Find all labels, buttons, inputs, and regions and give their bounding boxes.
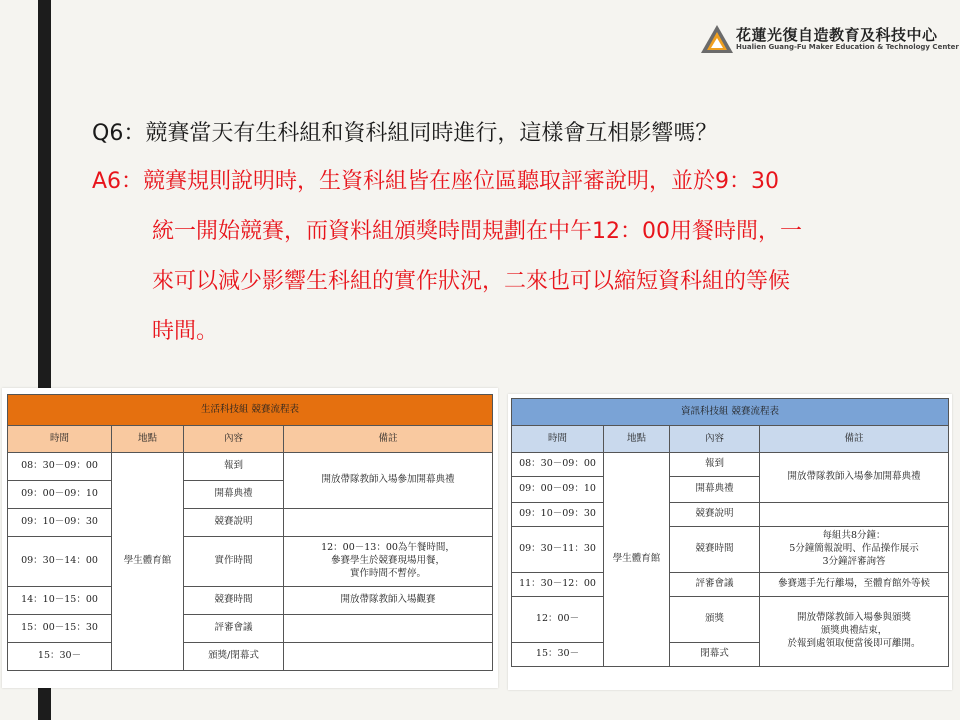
question-text: Q6：競賽當天有生科組和資科組同時進行，這樣會互相影響嗎？ [92, 121, 718, 146]
life-tech-schedule-image [2, 388, 498, 688]
note-line: 每組共8分鐘： [822, 530, 886, 542]
cell-time: 09：10－09：30 [8, 509, 112, 537]
col-header-location: 地點 [604, 426, 670, 453]
cell-time: 15：00－15：30 [8, 615, 112, 643]
cell-content: 評審會議 [184, 615, 284, 643]
note-line: 實作時間不暫停。 [349, 567, 426, 579]
cell-note: 開放帶隊教師入場參加開幕典禮 [760, 453, 949, 503]
cell-time: 14：10－15：00 [8, 587, 112, 615]
info-tech-schedule-table [511, 398, 949, 667]
cell-content: 閉幕式 [670, 643, 760, 667]
note-line: 頒獎典禮結束， [820, 625, 888, 637]
cell-content: 頒獎/閉幕式 [184, 643, 284, 671]
table-title: 資訊科技組 競賽流程表 [512, 399, 949, 426]
cell-content: 競賽說明 [670, 503, 760, 527]
cell-note [284, 537, 493, 587]
cell-time: 15：30－ [8, 643, 112, 671]
answer-line-3: 來可以減少影響生科組的實作狀況，二來也可以縮短資科組的等候 [152, 269, 791, 294]
note-line: 5分鐘簡報說明、作品操作展示 [789, 543, 919, 555]
cell-time: 09：30－14：00 [8, 537, 112, 587]
cell-time: 12：00－ [512, 597, 604, 643]
cell-time: 08：30－09：00 [512, 453, 604, 477]
answer-line-1: A6：競賽規則說明時，生資科組皆在座位區聽取評審說明，並於9：30 [92, 169, 780, 194]
col-header-time: 時間 [512, 426, 604, 453]
cell-note [284, 643, 493, 671]
note-line: 12：00－13：00為午餐時間， [321, 542, 455, 554]
cell-note [760, 597, 949, 667]
col-header-location: 地點 [112, 426, 184, 453]
cell-content: 競賽時間 [184, 587, 284, 615]
cell-time: 09：30－11：30 [512, 527, 604, 573]
cell-content: 競賽時間 [670, 527, 760, 573]
cell-location: 學生體育館 [112, 453, 184, 671]
cell-time: 09：00－09：10 [8, 481, 112, 509]
cell-location: 學生體育館 [604, 453, 670, 667]
col-header-content: 內容 [670, 426, 760, 453]
answer-line-2: 統一開始競賽，而資料組頒獎時間規劃在中午12：00用餐時間，一 [152, 219, 802, 244]
cell-content: 頒獎 [670, 597, 760, 643]
table-title: 生活科技組 競賽流程表 [8, 395, 493, 426]
cell-content: 報到 [670, 453, 760, 477]
cell-note [284, 615, 493, 643]
cell-time: 09：10－09：30 [512, 503, 604, 527]
info-tech-schedule-image [508, 394, 952, 690]
cell-content: 開幕典禮 [670, 477, 760, 503]
maker-center-logo-icon [700, 24, 734, 54]
org-name-en: Hualien Guang-Fu Maker Education & Technology Center [736, 43, 959, 51]
note-line: 開放帶隊教師入場參與頒獎 [796, 612, 911, 624]
cell-time: 11：30－12：00 [512, 573, 604, 597]
col-header-content: 內容 [184, 426, 284, 453]
cell-note: 參賽選手先行離場，至體育館外等候 [760, 573, 949, 597]
org-name-zh: 花蓮光復自造教育及科技中心 [736, 26, 938, 44]
cell-time: 15：30－ [512, 643, 604, 667]
cell-note [284, 509, 493, 537]
cell-note: 開放帶隊教師入場觀賽 [284, 587, 493, 615]
col-header-time: 時間 [8, 426, 112, 453]
cell-content: 開幕典禮 [184, 481, 284, 509]
note-line: 於報到處領取便當後即可離開。 [787, 637, 921, 649]
cell-content: 競賽說明 [184, 509, 284, 537]
col-header-note: 備註 [284, 426, 493, 453]
cell-content: 實作時間 [184, 537, 284, 587]
cell-time: 08：30－09：00 [8, 453, 112, 481]
note-line: 參賽學生於競賽現場用餐， [330, 555, 445, 567]
cell-note [760, 527, 949, 573]
col-header-note: 備註 [760, 426, 949, 453]
cell-content: 報到 [184, 453, 284, 481]
note-line: 3分鐘評審詢答 [822, 555, 886, 567]
cell-note [760, 503, 949, 527]
cell-note: 開放帶隊教師入場參加開幕典禮 [284, 453, 493, 509]
cell-time: 09：00－09：10 [512, 477, 604, 503]
cell-content: 評審會議 [670, 573, 760, 597]
answer-line-4: 時間。 [152, 319, 219, 344]
life-tech-schedule-table [7, 394, 493, 671]
